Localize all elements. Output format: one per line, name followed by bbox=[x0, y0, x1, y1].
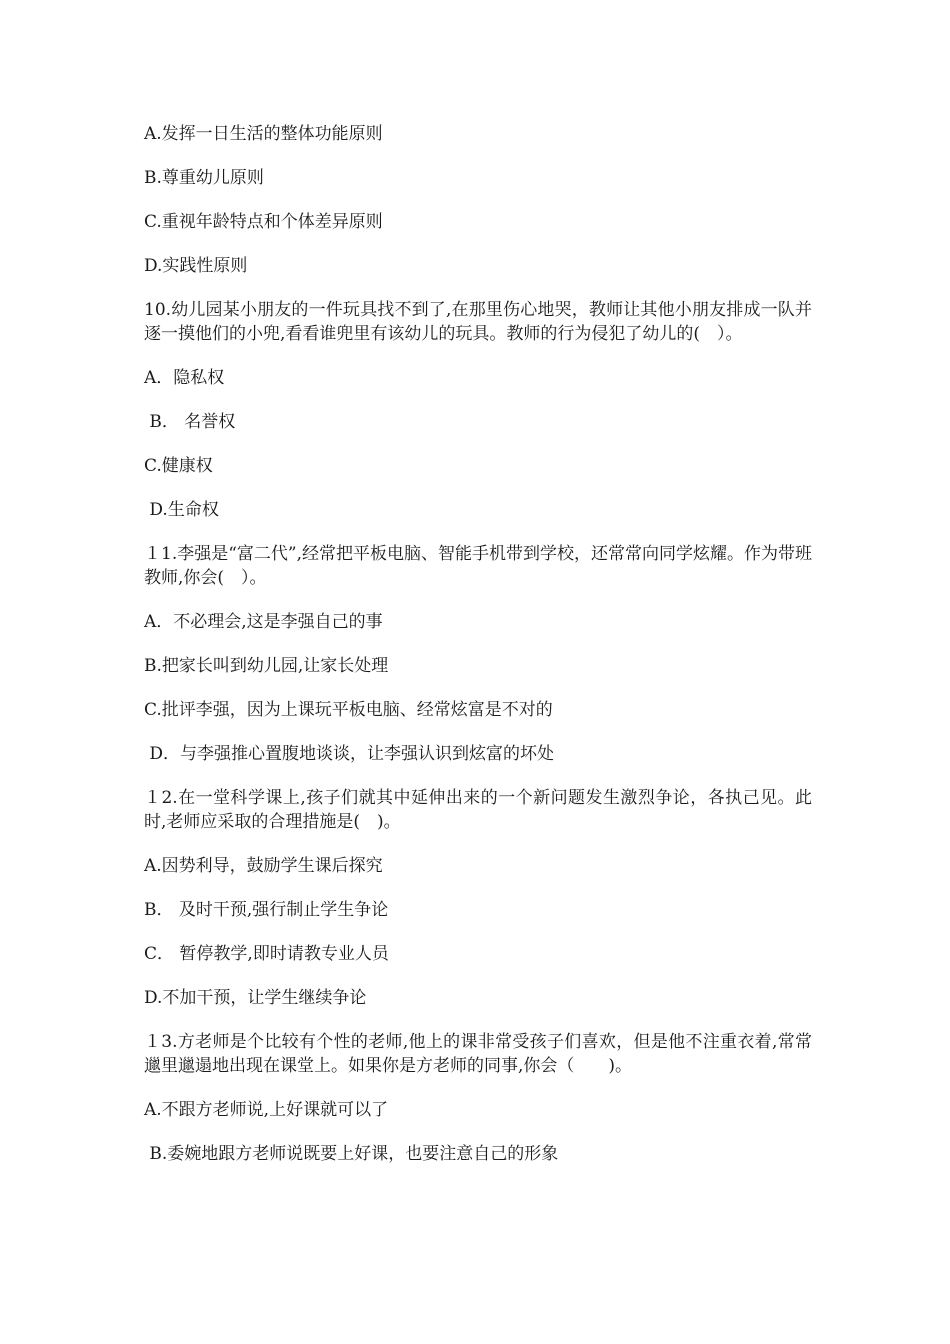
q10-option-a: A．隐私权 bbox=[144, 368, 225, 388]
q9-option-d: D.实践性原则 bbox=[144, 256, 248, 276]
q10-option-d: D.生命权 bbox=[144, 500, 219, 520]
q13-option-a: A.不跟方老师说,上好课就可以了 bbox=[144, 1100, 389, 1120]
q12-option-b: B． 及时干预,强行制止学生争论 bbox=[144, 900, 389, 920]
q9-option-c: C.重视年龄特点和个体差异原则 bbox=[144, 212, 383, 232]
q11-option-d: D．与李强推心置腹地谈谈，让李强认识到炫富的坏处 bbox=[144, 744, 555, 764]
q11-option-a: A．不必理会,这是李强自己的事 bbox=[144, 612, 383, 632]
q11-option-c: C.批评李强，因为上课玩平板电脑、经常炫富是不对的 bbox=[144, 700, 553, 720]
q10-stem: 10.幼儿园某小朋友的一件玩具找不到了,在那里伤心地哭，教师让其他小朋友排成一队并逐一摸他们的小兜,看看谁兜里有该幼儿的玩具。教师的行为侵犯了幼儿的( ）。 bbox=[144, 300, 812, 344]
q10-option-b: B． 名誉权 bbox=[144, 412, 236, 432]
document-page bbox=[144, 122, 812, 1186]
q12-option-d: D.不加干预，让学生继续争论 bbox=[144, 988, 367, 1008]
q11-option-b: B.把家长叫到幼儿园,让家长处理 bbox=[144, 656, 389, 676]
q12-option-c: C． 暂停教学,即时请教专业人员 bbox=[144, 944, 389, 964]
q10-option-c: C.健康权 bbox=[144, 456, 213, 476]
q9-option-a: A.发挥一日生活的整体功能原则 bbox=[144, 124, 383, 144]
q11-stem: １1.李强是“富二代”,经常把平板电脑、智能手机带到学校，还常常向同学炫耀。作为带班教师,你会( ）。 bbox=[144, 544, 813, 588]
q9-option-b: B.尊重幼儿原则 bbox=[144, 168, 264, 188]
q12-stem: １2.在一堂科学课上,孩子们就其中延伸出来的一个新问题发生激烈争论，各执己见。此时,老师应采取的合理措施是( )。 bbox=[144, 788, 812, 832]
q12-option-a: A.因势利导，鼓励学生课后探究 bbox=[144, 856, 383, 876]
q13-option-b: B.委婉地跟方老师说既要上好课，也要注意自己的形象 bbox=[144, 1144, 559, 1164]
q13-stem: １3.方老师是个比较有个性的老师,他上的课非常受孩子们喜欢，但是他不注重衣着,常常邋里邋遢地出现在课堂上。如果你是方老师的同事,你会（ )。 bbox=[144, 1032, 812, 1076]
